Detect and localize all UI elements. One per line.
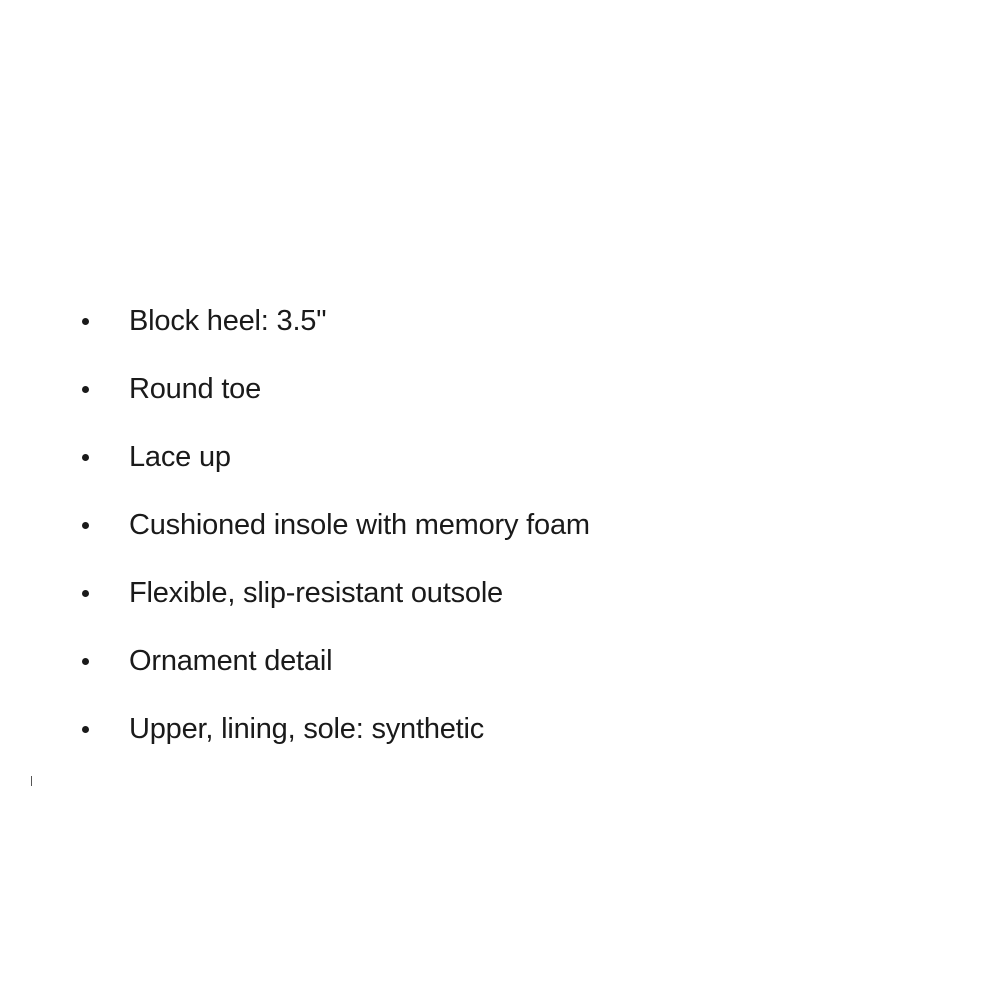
text-cursor[interactable] <box>31 776 32 786</box>
list-item <box>0 301 900 341</box>
bullet-icon <box>82 454 89 461</box>
list-item <box>0 709 900 749</box>
bullet-icon <box>82 726 89 733</box>
list-item-text: Lace up <box>129 441 231 473</box>
bullet-icon <box>82 522 89 529</box>
bullet-icon <box>82 318 89 325</box>
list-item <box>0 641 900 681</box>
list-item-text: Upper, lining, sole: synthetic <box>129 713 485 745</box>
list-item-text: Flexible, slip-resistant outsole <box>129 577 503 609</box>
list-item-text: Round toe <box>129 373 262 405</box>
list-item-text: Cushioned insole with memory foam <box>129 509 590 541</box>
list-item <box>0 505 900 545</box>
list-item-text: Block heel: 3.5" <box>129 305 327 337</box>
bullet-icon <box>82 658 89 665</box>
list-item <box>0 369 900 409</box>
bullet-icon <box>82 590 89 597</box>
list-item-text: Ornament detail <box>129 645 333 677</box>
bullet-icon <box>82 386 89 393</box>
list-item <box>0 573 900 613</box>
list-item <box>0 437 900 477</box>
